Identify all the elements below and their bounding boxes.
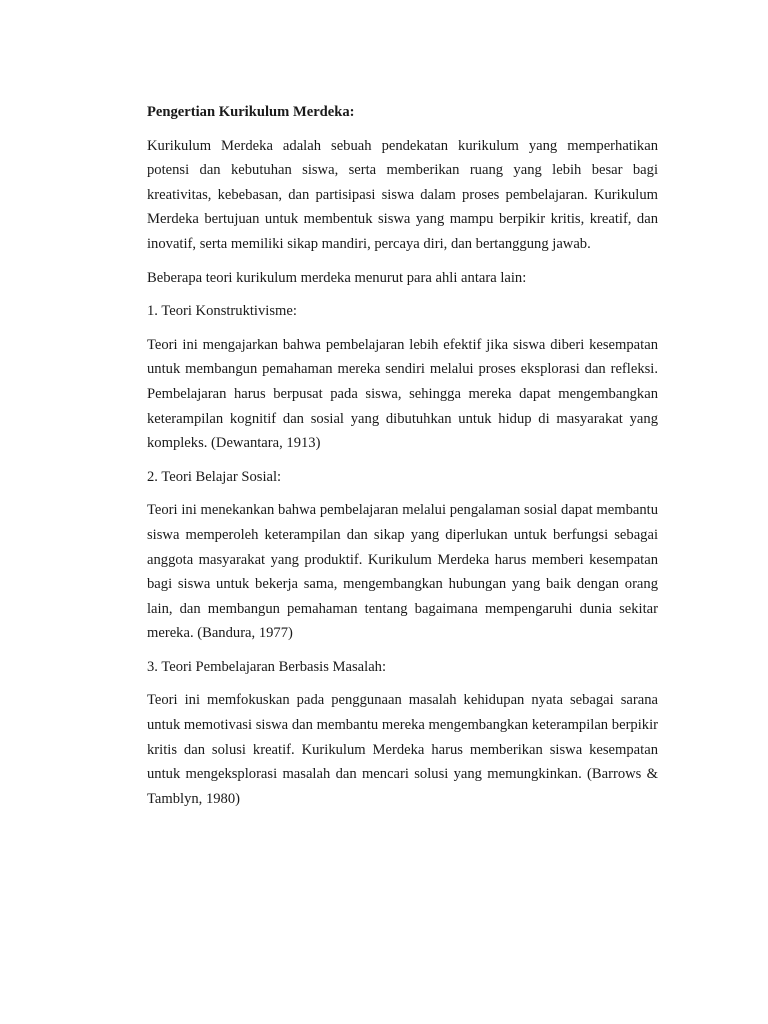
section-body-constructivism: Teori ini mengajarkan bahwa pembelajaran lebih efektif jika siswa diberi kesempatan untuk membangun pemahaman mereka sendiri melalui proses eksplorasi dan refleksi. Pembelajaran harus berpusat pada siswa, sehingga mereka dapat mengembangkan keterampilan kognitif dan sosial yang dibutuhkan untuk hidup di masyarakat yang kompleks. (Dewantara, 1913) [147, 336, 658, 452]
section-heading-social-learning: 2. Teori Belajar Sosial: [147, 468, 282, 485]
section-body-problem-based: Teori ini memfokuskan pada penggunaan masalah kehidupan nyata sebagai sarana untuk memotivasi siswa dan membantu mereka mengembangkan keterampilan berpikir kritis dan solusi kreatif. Kurikulum Merdeka harus memberikan siswa kesempatan untuk mengeksplorasi masalah dan mencari solusi yang memungkinkan. (Barrows & Tamblyn, 1980) [147, 692, 658, 807]
section-heading-problem-based: 3. Teori Pembelajaran Berbasis Masalah: [147, 658, 387, 675]
lead-paragraph: Beberapa teori kurikulum merdeka menurut para ahli antara lain: [147, 269, 527, 286]
intro-paragraph: Kurikulum Merdeka adalah sebuah pendekatan kurikulum yang memperhatikan potensi dan kebutuhan siswa, serta memberikan ruang yang lebih besar bagi kreativitas, kebebasan, dan partisipasi siswa dalam proses pembelajaran. Kurikulum Merdeka bertujuan untuk membentuk siswa yang mampu berpikir kritis, kreatif, dan inovatif, serta memiliki sikap mandiri, percaya diri, dan bertanggung jawab. [147, 137, 658, 252]
section-heading-constructivism: 1. Teori Konstruktivisme: [147, 303, 297, 320]
document-title: Pengertian Kurikulum Merdeka: [147, 104, 355, 120]
section-body-social-learning: Teori ini menekankan bahwa pembelajaran melalui pengalaman sosial dapat membantu siswa memperoleh keterampilan dan sikap yang diperlukan untuk berfungsi sebagai anggota masyarakat yang produktif. Kurikulum Merdeka harus memberi kesempatan bagi siswa untuk bekerja sama, mengembangkan hubungan yang baik dengan orang lain, dan membangun pemahaman tentang bagaimana mempengaruhi dunia sekitar mereka. (Bandura, 1977) [147, 502, 658, 642]
document-content [147, 100, 658, 820]
